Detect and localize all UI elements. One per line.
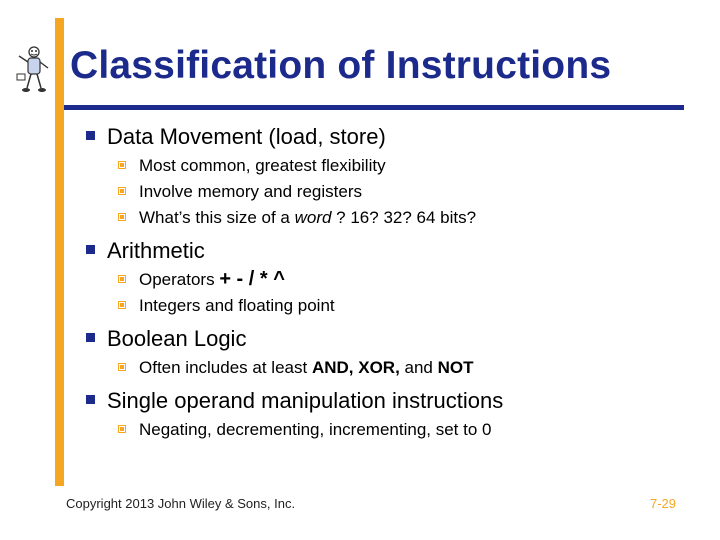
square-bullet-icon bbox=[118, 161, 126, 169]
bullet-boolean-logic bbox=[84, 326, 704, 352]
sub-bullet-text: ? 16? 32? 64 bits? bbox=[331, 208, 477, 227]
bullet-data-movement bbox=[84, 124, 704, 150]
square-bullet-icon bbox=[118, 301, 126, 309]
cartoon-figure-logo bbox=[14, 44, 52, 96]
square-bullet-icon bbox=[118, 425, 126, 433]
sub-bullet-text: Integers and floating point bbox=[139, 296, 335, 315]
slide-title: Classification of Instructions bbox=[70, 44, 612, 87]
sub-bullet-text: Involve memory and registers bbox=[139, 182, 362, 201]
bullet-label: Data Movement (load, store) bbox=[107, 124, 386, 149]
sub-bullet-text: Often includes at least bbox=[139, 358, 312, 377]
and-keyword: AND, bbox=[311, 358, 354, 377]
title-underline bbox=[64, 105, 684, 110]
operator-symbols: + - / * ^ bbox=[219, 268, 285, 290]
square-bullet-icon bbox=[118, 213, 126, 221]
page-number: 7-29 bbox=[649, 496, 676, 511]
bullet-arithmetic bbox=[84, 238, 704, 264]
xor-keyword: XOR, bbox=[358, 358, 400, 377]
sub-bullet-text: and bbox=[399, 358, 438, 377]
bullet-label: Boolean Logic bbox=[107, 326, 247, 351]
bullet-single-operand bbox=[84, 388, 704, 414]
sub-bullet bbox=[84, 419, 704, 440]
square-bullet-icon bbox=[86, 333, 95, 342]
slide-content bbox=[84, 124, 704, 440]
sub-bullet-text: Operators bbox=[139, 270, 220, 289]
sub-bullet bbox=[84, 269, 704, 290]
sub-bullet bbox=[84, 155, 704, 176]
sub-bullet bbox=[84, 295, 704, 316]
sub-bullet-text: Most common, greatest flexibility bbox=[139, 156, 386, 175]
square-bullet-icon bbox=[118, 187, 126, 195]
square-bullet-icon bbox=[86, 131, 95, 140]
bullet-label: Single operand manipulation instructions bbox=[107, 388, 504, 413]
word-term: word bbox=[294, 208, 332, 227]
sub-bullet bbox=[84, 207, 704, 228]
square-bullet-icon bbox=[86, 395, 95, 404]
sub-bullet bbox=[84, 357, 704, 378]
sub-bullet bbox=[84, 181, 704, 202]
bullet-label: Arithmetic bbox=[107, 238, 205, 263]
square-bullet-icon bbox=[86, 245, 95, 254]
square-bullet-icon bbox=[118, 363, 126, 371]
not-keyword: NOT bbox=[437, 358, 474, 377]
sub-bullet-text: What’s this size of a bbox=[139, 208, 295, 227]
square-bullet-icon bbox=[118, 275, 126, 283]
left-accent-bar bbox=[55, 18, 64, 486]
sub-bullet-text: Negating, decrementing, incrementing, set to 0 bbox=[139, 420, 492, 439]
copyright-footer: Copyright 2013 John Wiley & Sons, Inc. bbox=[66, 496, 296, 511]
